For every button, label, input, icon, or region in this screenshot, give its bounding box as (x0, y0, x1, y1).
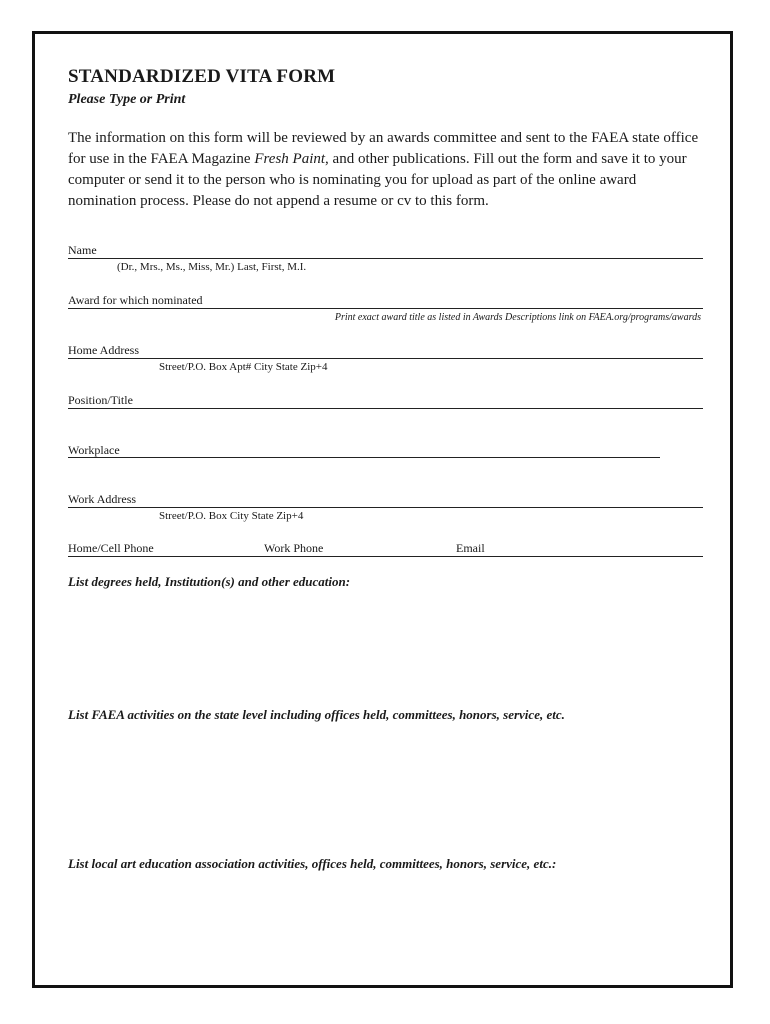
home-address-label: Home Address (68, 343, 139, 357)
email-label: Email (456, 541, 485, 555)
position-label: Position/Title (68, 393, 133, 407)
magazine-name: Fresh Paint (254, 151, 326, 167)
name-label: Name (68, 243, 97, 257)
award-field[interactable] (68, 308, 703, 309)
home-address-hint: Street/P.O. Box Apt# City State Zip+4 (159, 361, 328, 373)
intro-paragraph (68, 128, 708, 212)
home-address-field[interactable] (68, 358, 703, 359)
work-address-label: Work Address (68, 492, 137, 506)
name-field[interactable] (68, 258, 703, 259)
award-hint: Print exact award title as listed in Awards Descriptions link on FAEA.org/programs/awards (334, 312, 701, 323)
intro-text-start: The information on this form will be reviewed by an awards committee and sent to the FAEA state office for use in the FAEA Magazine (68, 130, 699, 167)
faea-activities-heading: List FAEA activities on the state level including offices held, committees, honors, service, etc. (68, 707, 565, 722)
education-heading: List degrees held, Institution(s) and other education: (68, 574, 351, 589)
form-subtitle: Please Type or Print (68, 92, 186, 107)
position-field[interactable] (68, 408, 703, 409)
name-hint: (Dr., Mrs., Ms., Miss, Mr.) Last, First, M.I. (117, 261, 307, 273)
contact-field[interactable] (68, 556, 703, 557)
home-phone-label: Home/Cell Phone (68, 541, 154, 555)
workplace-label: Workplace (68, 443, 120, 457)
workplace-field[interactable] (68, 457, 660, 458)
work-phone-label: Work Phone (264, 541, 324, 555)
intro-text-end: , and other publications. Fill out the form and save it to your computer or send it to the person who is nominating you for upload as part of the online award nomination process. Please do not append a resume or cv to this form. (68, 151, 687, 209)
work-address-hint: Street/P.O. Box City State Zip+4 (159, 510, 304, 522)
local-activities-heading: List local art education association activities, offices held, committees, honors, service, etc.: (68, 856, 557, 871)
work-address-field[interactable] (68, 507, 703, 508)
award-label: Award for which nominated (68, 293, 203, 307)
form-title: STANDARDIZED VITA FORM (68, 66, 336, 87)
